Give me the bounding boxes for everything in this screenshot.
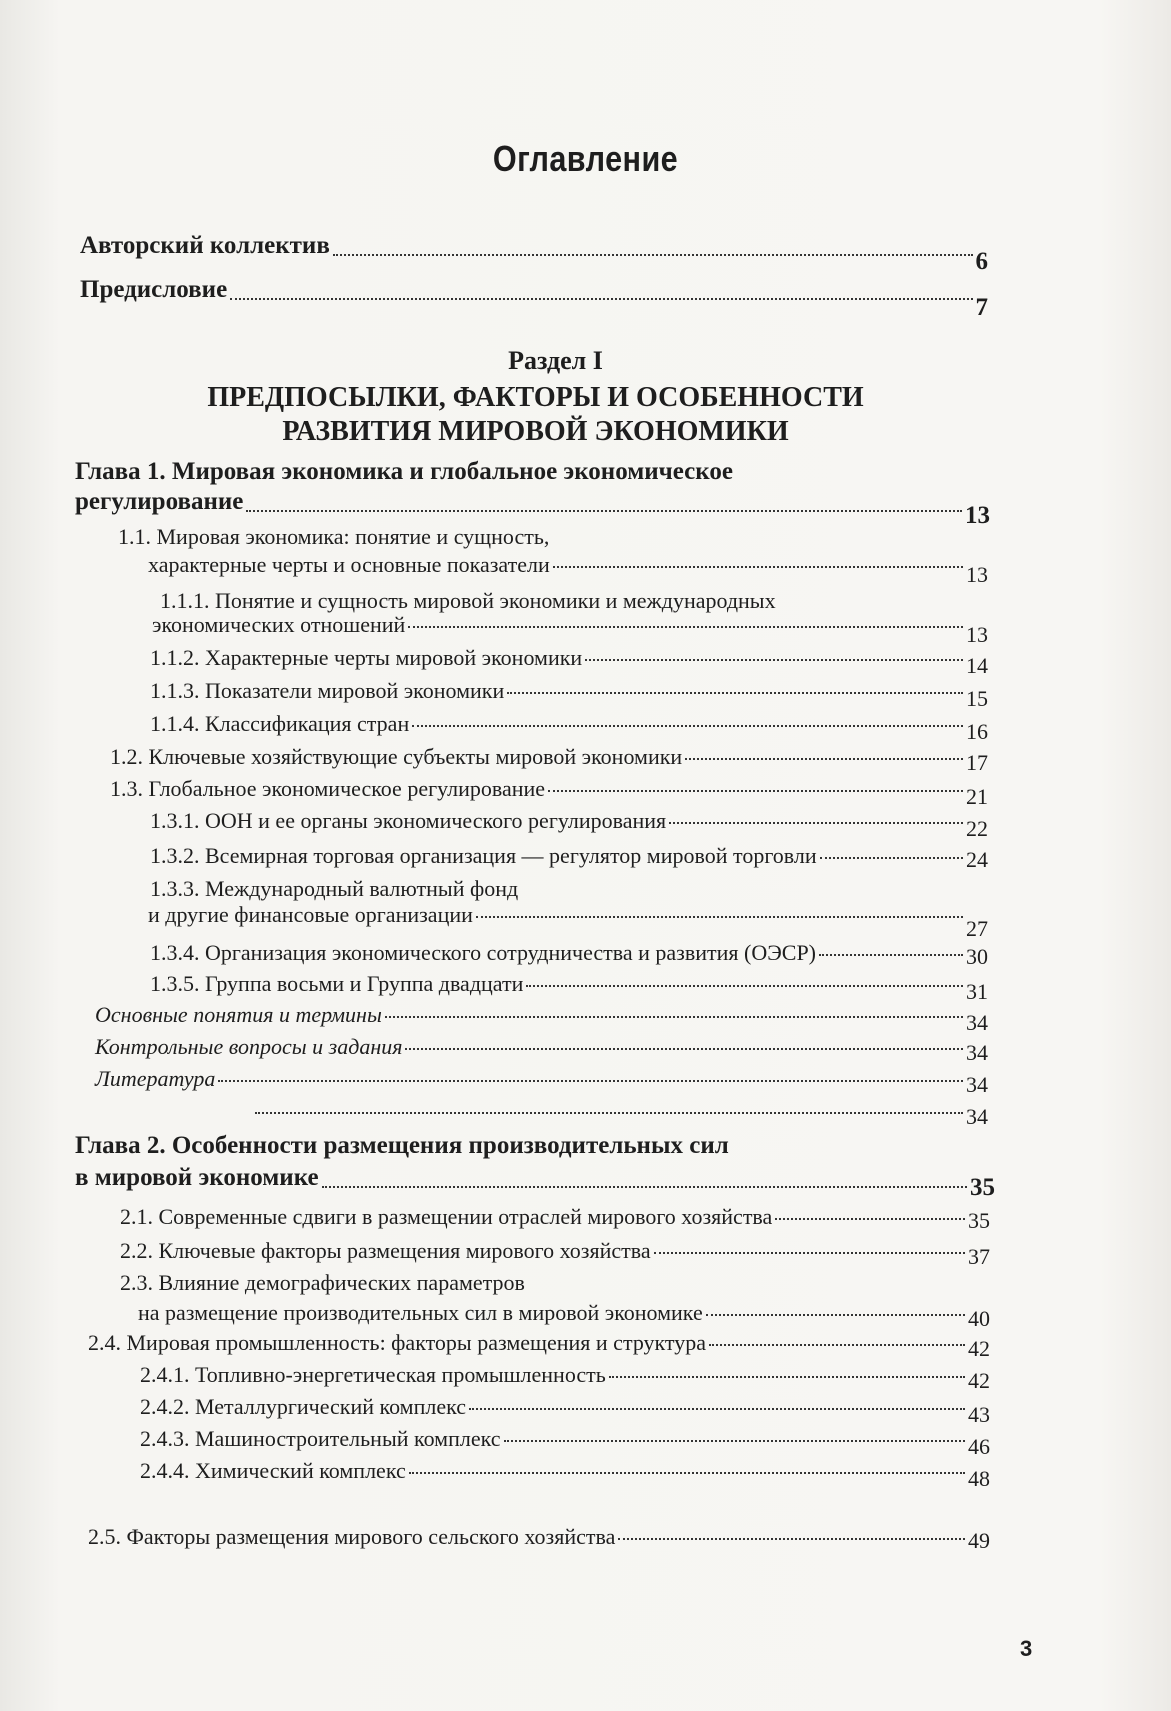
toc-entry-page: 13	[965, 502, 990, 529]
leader-dots	[820, 857, 963, 859]
leader-dots	[526, 985, 963, 987]
toc-entry-page: 42	[968, 1368, 990, 1393]
toc-entry-page: 48	[968, 1466, 990, 1491]
leader-dots	[218, 1080, 963, 1082]
toc-entry-text: 1.3.1. ООН и ее органы экономического регулирования	[150, 808, 667, 833]
leader-dots	[504, 1440, 966, 1442]
toc-entry-text: Основные понятия и термины	[95, 1002, 382, 1027]
toc-entry-text: 1.1.2. Характерные черты мировой экономики	[150, 645, 583, 670]
toc-entry-literature[interactable]	[95, 1066, 988, 1097]
chapter1-title-line1: Глава 1. Мировая экономика и глобальное экономическое	[75, 458, 733, 485]
toc-entry-text: Авторский коллектив	[80, 232, 330, 259]
toc-entry-text: 2.5. Факторы размещения мирового сельского хозяйства	[88, 1524, 616, 1549]
toc-entry-1-2[interactable]	[110, 744, 988, 775]
leader-dots	[507, 692, 963, 694]
toc-entry-page: 31	[966, 979, 988, 1004]
toc-entry-1-3-3[interactable]	[148, 902, 988, 941]
toc-entry-1-3-4[interactable]	[150, 940, 988, 969]
toc-entry-page: 37	[968, 1244, 990, 1269]
toc-entry-page: 34	[966, 1104, 988, 1129]
toc-entry-text: экономических отношений	[152, 612, 406, 637]
section-label: Раздел I	[508, 346, 603, 375]
toc-entry-2-4-1[interactable]	[140, 1362, 990, 1393]
section-title-line1: ПРЕДПОСЫЛКИ, ФАКТОРЫ И ОСОБЕННОСТИ	[207, 382, 864, 413]
leader-dots	[385, 1016, 963, 1018]
toc-entry-text: 2.4.4. Химический комплекс	[140, 1458, 406, 1483]
toc-entry-chapter1[interactable]	[75, 488, 990, 529]
leader-dots	[412, 725, 963, 727]
toc-entry-page: 34	[966, 1072, 988, 1097]
leader-dots	[333, 254, 973, 256]
toc-entry-1-1-4[interactable]	[150, 711, 988, 744]
toc-entry-text: 2.4.1. Топливно-энергетическая промышленность	[140, 1362, 606, 1387]
leader-dots	[685, 758, 963, 760]
toc-entry-page: 34	[966, 1010, 988, 1035]
toc-entry-text: 1.3. Глобальное экономическое регулирование	[110, 776, 546, 801]
toc-entry-1-1-3[interactable]	[150, 678, 988, 711]
toc-entry-page: 17	[966, 750, 988, 775]
toc-entry-1-3-5[interactable]	[150, 971, 988, 1004]
leader-dots	[819, 954, 963, 956]
leader-dots	[469, 1408, 965, 1410]
toc-entry-page: 30	[966, 944, 988, 969]
leader-dots	[706, 1314, 965, 1316]
toc-entry-page: 14	[966, 653, 988, 678]
toc-entry-chapter2[interactable]	[75, 1164, 995, 1201]
toc-entry-2-4[interactable]	[88, 1330, 990, 1361]
toc-entry-page: 46	[968, 1434, 990, 1459]
toc-entry-page: 40	[968, 1306, 990, 1331]
toc-entry-text: и другие финансовые организации	[148, 902, 473, 927]
toc-entry-page: 22	[966, 816, 988, 841]
toc-entry-text: на размещение производительных сил в мировой экономике	[138, 1300, 703, 1325]
chapter2-title-line1: Глава 2. Особенности размещения производительных сил	[75, 1132, 729, 1159]
leader-dots	[585, 659, 963, 661]
toc-entry-text: 1.3.5. Группа восьми и Группа двадцати	[150, 971, 524, 996]
toc-entry-preface[interactable]	[80, 276, 988, 321]
toc-entry-page: 49	[968, 1528, 990, 1553]
leader-dots	[548, 790, 963, 792]
toc-entry-text: регулирование	[75, 488, 244, 515]
leader-dots	[255, 1112, 963, 1114]
toc-entry-page: 7	[975, 294, 988, 321]
toc-entry-1-1[interactable]	[148, 552, 988, 587]
leader-dots	[775, 1218, 965, 1220]
toc-entry-2-4-3[interactable]	[140, 1426, 990, 1459]
toc-entry-text: 2.4. Мировая промышленность: факторы размещения и структура	[88, 1330, 707, 1355]
toc-entry-page: 16	[966, 719, 988, 744]
toc-entry-text: 1.3.2. Всемирная торговая организация — регулятор мировой торговли	[150, 843, 817, 868]
leader-dots	[230, 298, 972, 300]
toc-entry-line1: 1.1. Мировая экономика: понятие и сущность,	[118, 524, 550, 549]
toc-entry-1-1-2[interactable]	[150, 645, 988, 678]
toc-entry-line1: 2.3. Влияние демографических параметров	[120, 1270, 525, 1295]
toc-entry-text: Предисловие	[80, 276, 228, 303]
toc-title: Оглавление	[492, 138, 679, 179]
toc-entry-page: 15	[966, 686, 988, 711]
toc-entry-2-1[interactable]	[120, 1204, 990, 1233]
leader-dots	[618, 1538, 965, 1540]
toc-entry-page: 21	[966, 784, 988, 809]
toc-entry-2-4-4[interactable]	[140, 1458, 990, 1491]
toc-entry-authors[interactable]	[80, 232, 988, 275]
leader-dots	[476, 916, 963, 918]
toc-entry-terms[interactable]	[95, 1002, 988, 1035]
toc-entry-text: 1.3.4. Организация экономического сотрудничества и развития (ОЭСР)	[150, 940, 817, 965]
toc-entry-text: в мировой экономике	[75, 1164, 319, 1191]
toc-entry-line1: 1.3.3. Международный валютный фонд	[150, 876, 519, 901]
toc-entry-page: 35	[970, 1174, 995, 1201]
toc-entry-1-3-2[interactable]	[150, 843, 988, 872]
toc-entry-2-5[interactable]	[88, 1524, 990, 1553]
toc-entry-text: 1.1.4. Классификация стран	[150, 711, 410, 736]
leader-dots	[553, 566, 963, 568]
toc-entry-text: 2.1. Современные сдвиги в размещении отраслей мирового хозяйства	[120, 1204, 773, 1229]
toc-entry-text: Литература	[95, 1066, 216, 1091]
leader-dots	[609, 1376, 965, 1378]
leader-dots	[669, 822, 963, 824]
toc-entry-page: 6	[975, 248, 988, 275]
toc-entry-page: 34	[966, 1040, 988, 1065]
toc-entry-text: 2.4.2. Металлургический комплекс	[140, 1394, 467, 1419]
toc-entry-page: 13	[966, 622, 988, 647]
toc-entry-page: 35	[968, 1208, 990, 1233]
toc-entry-2-2[interactable]	[120, 1238, 990, 1269]
leader-dots	[654, 1252, 965, 1254]
toc-entry-text: 1.1.3. Показатели мировой экономики	[150, 678, 505, 703]
toc-entry-1-3-1[interactable]	[150, 808, 988, 841]
leader-dots	[408, 626, 963, 628]
leader-dots	[709, 1344, 965, 1346]
toc-entry-text: 2.4.3. Машиностроительный комплекс	[140, 1426, 501, 1451]
leader-dots	[409, 1472, 965, 1474]
page-number: 3	[1020, 1636, 1033, 1661]
toc-entry-page: 43	[968, 1402, 990, 1427]
leader-dots	[322, 1186, 967, 1188]
toc-entry-2-4-2[interactable]	[140, 1394, 990, 1427]
toc-entry-questions[interactable]	[95, 1034, 988, 1065]
leader-dots	[246, 510, 962, 512]
toc-entry-page: 24	[966, 847, 988, 872]
toc-entry-text: Контрольные вопросы и задания	[95, 1034, 403, 1059]
toc-entry-text: характерные черты и основные показатели	[148, 552, 550, 577]
toc-entry-text: 2.2. Ключевые факторы размещения мирового хозяйства	[120, 1238, 651, 1263]
toc-entry-1-1-1[interactable]	[152, 612, 988, 647]
toc-entry-page: 13	[966, 562, 988, 587]
toc-entry-page: 42	[968, 1336, 990, 1361]
toc-entry-line1: 1.1.1. Понятие и сущность мировой экономики и международных	[160, 588, 776, 613]
toc-entry-1-3[interactable]	[110, 776, 988, 809]
section-title-line2: РАЗВИТИЯ МИРОВОЙ ЭКОНОМИКИ	[282, 416, 789, 447]
toc-entry-2-3[interactable]	[138, 1300, 990, 1331]
toc-entry-text: 1.2. Ключевые хозяйствующие субъекты мировой экономики	[110, 744, 683, 769]
leader-dots	[405, 1048, 963, 1050]
toc-entry-page: 27	[966, 916, 988, 941]
toc-entry-blank[interactable]	[95, 1098, 988, 1129]
